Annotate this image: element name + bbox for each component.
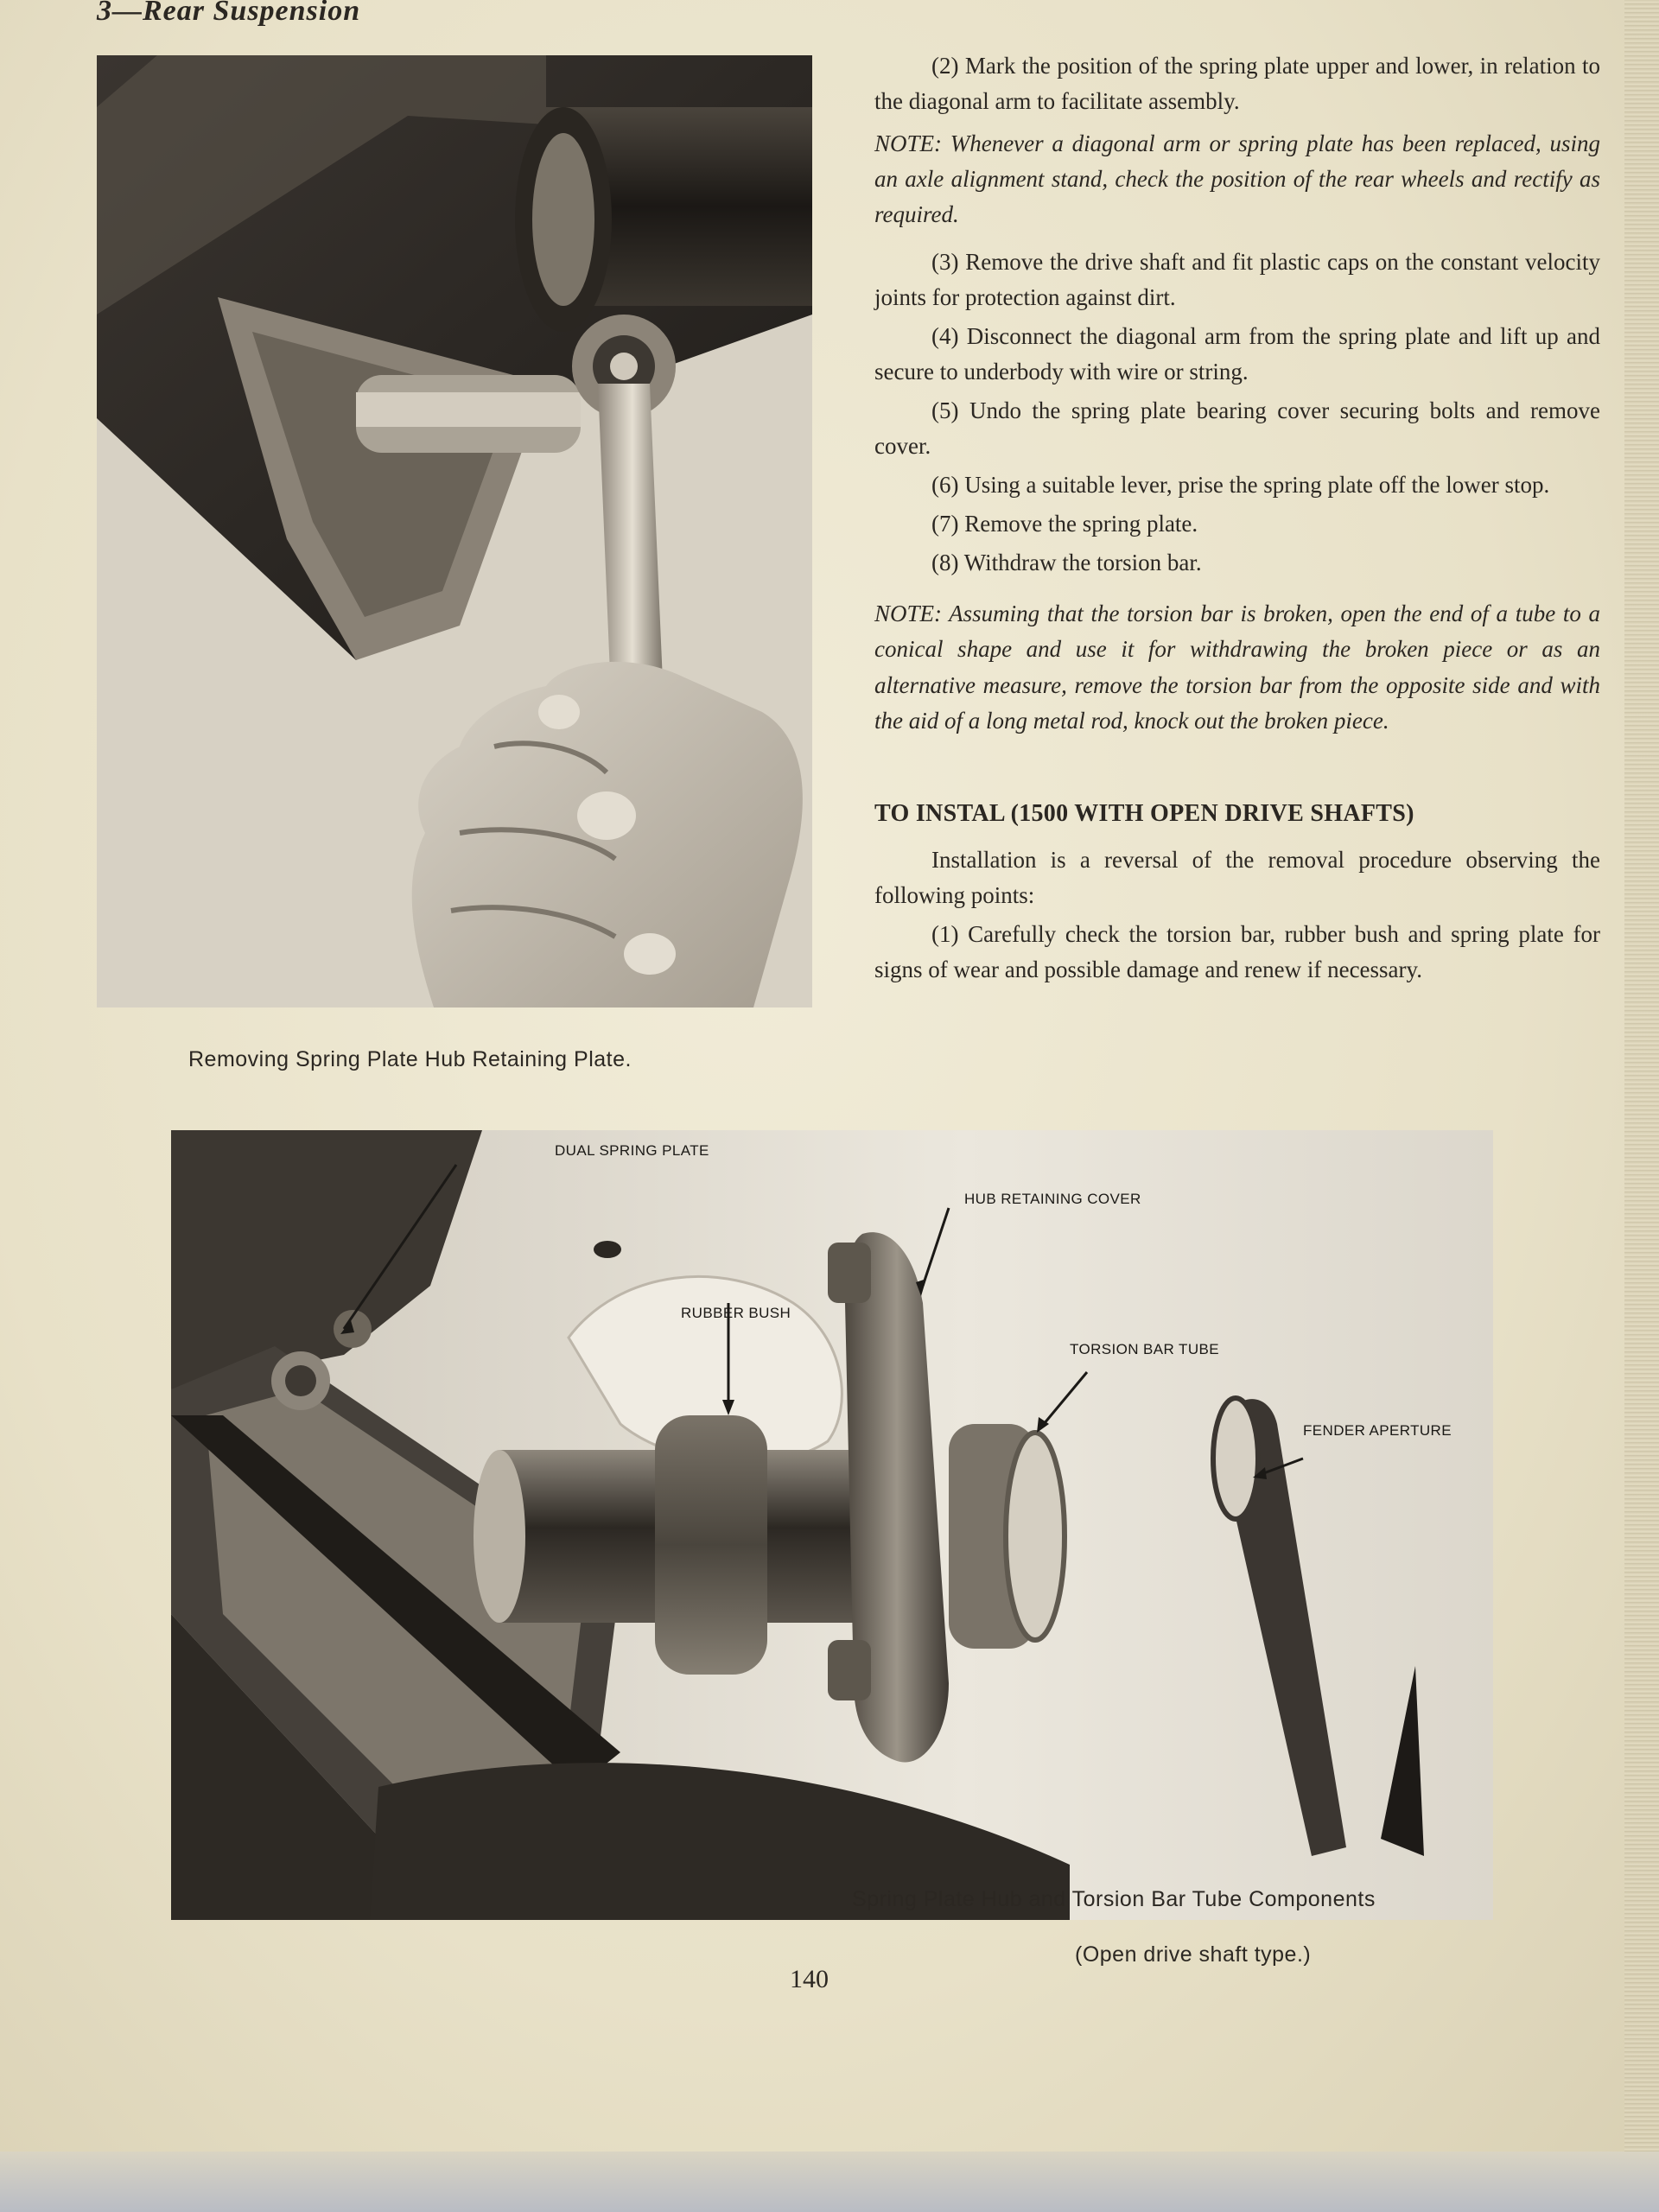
removal-step-6: (6) Using a suitable lever, prise the spring plate off the lower stop. xyxy=(931,472,1550,499)
desk-surface-below-page xyxy=(0,2152,1659,2212)
callout-hub-retaining-cover: HUB RETAINING COVER xyxy=(964,1191,1141,1207)
removal-step-7: (7) Remove the spring plate. xyxy=(931,511,1198,537)
body-text-column xyxy=(874,48,1600,991)
figure-2-photo xyxy=(171,1130,1493,1920)
install-intro: Installation is a reversal of the removal procedure observing the following points: xyxy=(874,847,1600,909)
removal-step-3: (3) Remove the drive shaft and fit plastic caps on the constant velocity joints for protection against dirt. xyxy=(874,249,1600,311)
page-edge-stack xyxy=(1624,0,1659,2212)
figure-1-illustration xyxy=(97,55,812,1007)
removal-step-8: (8) Withdraw the torsion bar. xyxy=(931,550,1202,576)
figure-2-illustration xyxy=(171,1130,1493,1920)
section-heading-install: TO INSTAL (1500 WITH OPEN DRIVE SHAFTS) xyxy=(874,799,1414,827)
install-step-1: (1) Carefully check the torsion bar, rubber bush and spring plate for signs of wear and possible damage and renew if necessary. xyxy=(874,921,1600,983)
removal-step-4: (4) Disconnect the diagonal arm from the spring plate and lift up and secure to underbody with wire or string. xyxy=(874,323,1600,385)
callout-torsion-bar-tube: TORSION BAR TUBE xyxy=(1070,1341,1219,1357)
figure-1-caption: Removing Spring Plate Hub Retaining Plate. xyxy=(188,1047,632,1071)
page-number: 140 xyxy=(790,1965,829,1993)
figure-2-caption-line-1: Spring Plate Hub and Torsion Bar Tube Components xyxy=(852,1887,1376,1911)
callout-dual-spring-plate: DUAL SPRING PLATE xyxy=(555,1142,709,1159)
running-head: 3—Rear Suspension xyxy=(97,0,361,27)
figure-1-photo xyxy=(97,55,812,1007)
note-diagonal-arm: NOTE: Whenever a diagonal arm or spring plate has been replaced, using an axle alignment stand, check the position of the rear wheels and rectify as required. xyxy=(874,130,1600,228)
figure-2-caption-line-2: (Open drive shaft type.) xyxy=(1075,1942,1312,1967)
note-broken-torsion-bar: NOTE: Assuming that the torsion bar is broken, open the end of a tube to a conical shape and use it for withdrawing the broken piece or as an alternative measure, remove the torsion bar from the opposite side and with the aid of a long metal rod, knock out the broken piece. xyxy=(874,601,1600,734)
removal-step-2: (2) Mark the position of the spring plate upper and lower, in relation to the diagonal arm to facilitate assembly. xyxy=(874,53,1600,115)
callout-fender-aperture: FENDER APERTURE xyxy=(1303,1422,1452,1439)
removal-step-5: (5) Undo the spring plate bearing cover securing bolts and remove cover. xyxy=(874,397,1600,460)
callout-rubber-bush: RUBBER BUSH xyxy=(681,1305,791,1321)
